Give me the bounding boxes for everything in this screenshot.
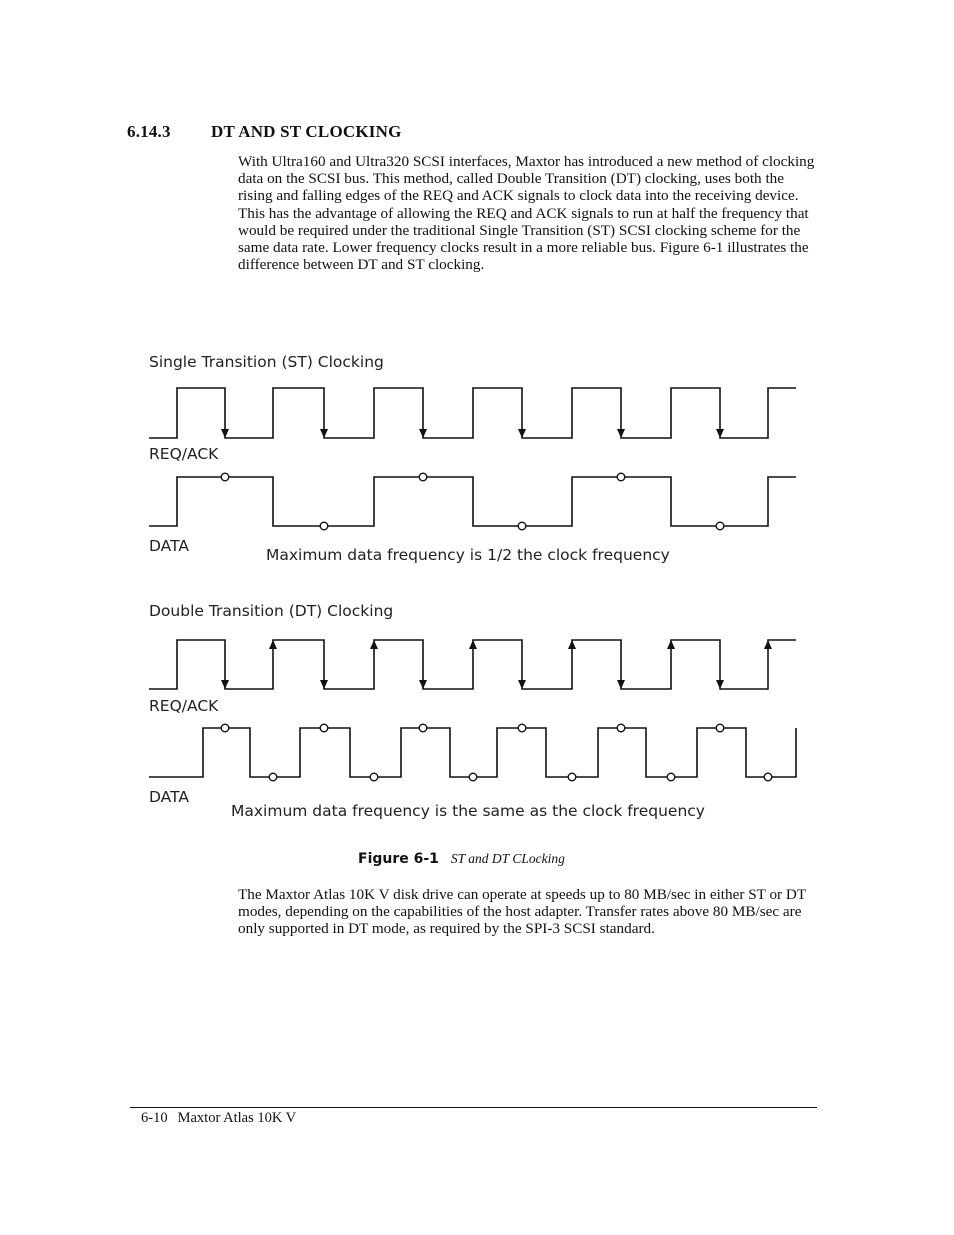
dt-title: Double Transition (DT) Clocking <box>149 602 394 620</box>
figure-number: Figure 6-1 <box>358 851 439 867</box>
st-clock-waveform <box>149 388 796 438</box>
dt-data-waveform <box>149 728 796 777</box>
st-title: Single Transition (ST) Clocking <box>149 353 384 371</box>
closing-paragraph: The Maxtor Atlas 10K V disk drive can operate at speeds up to 80 MB/sec in either ST or DT modes, depending on the capabilities of the host adapter. Transfer rates above 80 MB/sec are only supported in DT mode, as required by the SPI-3 SCSI standard. <box>238 886 806 938</box>
st-data-waveform <box>149 477 796 526</box>
footer-title: Maxtor Atlas 10K V <box>177 1110 297 1126</box>
st-data-label: DATA <box>149 537 189 555</box>
dt-clock-edge-arrows <box>221 640 772 689</box>
figure-title: ST and DT CLocking <box>450 851 565 866</box>
st-note: Maximum data frequency is 1/2 the clock frequency <box>266 546 670 564</box>
dt-note: Maximum data frequency is the same as the clock frequency <box>231 802 705 820</box>
footer-divider <box>130 1107 817 1108</box>
dt-clock-label: REQ/ACK <box>149 697 219 715</box>
page-footer <box>141 1110 296 1127</box>
figure-caption <box>358 851 565 868</box>
section-title: DT AND ST CLOCKING <box>211 122 402 141</box>
st-clock-label: REQ/ACK <box>149 445 219 463</box>
intro-paragraph: With Ultra160 and Ultra320 SCSI interfaces, Maxtor has introduced a new method of clocking data on the SCSI bus. This method, called Double Transition (DT) clocking, uses both the rising and falling edges of the REQ and ACK signals to clock data into the receiving device. This has the advantage of allowing the REQ and ACK signals to run at half the frequency that would be required under the traditional Single Transition (ST) SCSI clocking scheme for the same data rate. Lower frequency clocks result in a more reliable bus. Figure 6-1 illustrates the difference between DT and ST clocking. <box>238 153 815 274</box>
section-number: 6.14.3 <box>127 122 171 141</box>
dt-data-label: DATA <box>149 788 189 806</box>
page-number: 6-10 <box>141 1110 168 1126</box>
